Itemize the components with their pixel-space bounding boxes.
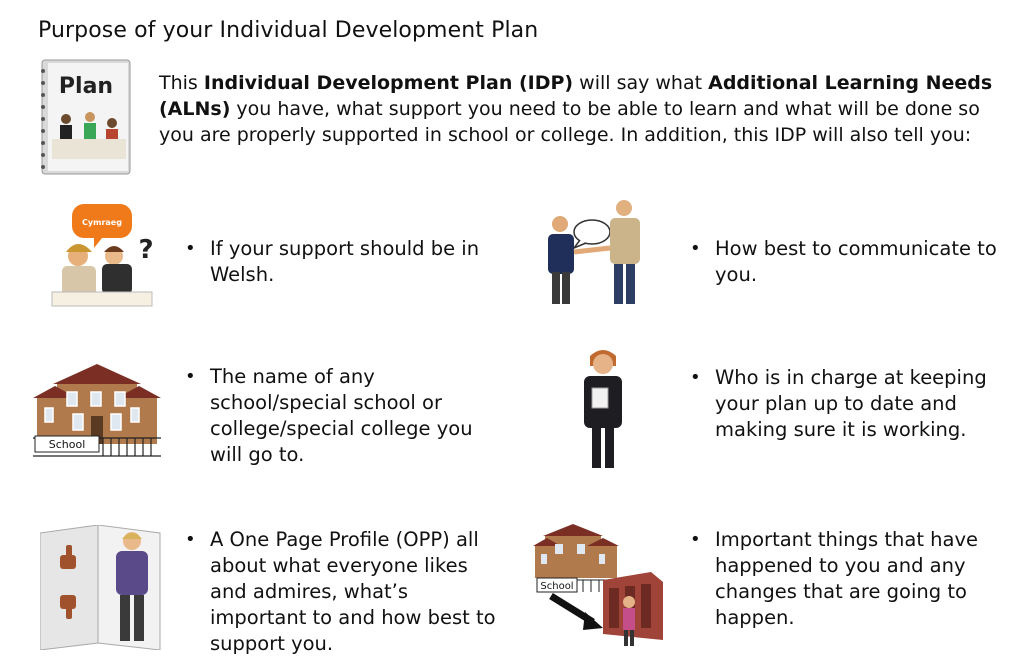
person-in-charge-icon (570, 346, 636, 471)
intro-paragraph (159, 70, 1004, 148)
plan-label: Plan (58, 74, 114, 99)
school-sign-label-2: School (540, 581, 574, 592)
bullet-marker: • (690, 367, 701, 388)
communicate-icon (540, 196, 655, 308)
life-changes-icon (533, 522, 667, 650)
intro-text-3: you have, what support you need to be able to learn and what will be done so you are properly supported in school or college. In addition, this IDP will also tell you: (159, 98, 980, 146)
bullet-marker: • (690, 238, 701, 259)
list-item-text: A One Page Profile (OPP) all about what everyone likes and admires, what’s important to and how best to support you. (210, 528, 496, 655)
one-page-profile-icon (40, 525, 162, 650)
list-item-text: How best to communicate to you. (715, 237, 997, 286)
intro-text-1: This (159, 72, 204, 94)
list-item-text: Who is in charge at keeping your plan up to date and making sure it is working. (715, 366, 987, 441)
school-building-icon (33, 358, 161, 458)
intro-bold-idp: Individual Development Plan (IDP) (203, 72, 574, 94)
bullet-marker: • (185, 529, 196, 550)
page-title: Purpose of your Individual Development Plan (38, 18, 539, 43)
svg-text:?: ? (138, 235, 154, 265)
intro-text-2: will say what (573, 72, 709, 94)
bullet-marker: • (185, 238, 196, 259)
welsh-bubble-label: Cymraeg (82, 218, 122, 227)
bullet-marker: • (690, 529, 701, 550)
welsh-language-icon (46, 200, 161, 310)
list-item-text: The name of any school/special school or college/special college you will go to. (210, 365, 473, 466)
plan-binder-icon (38, 57, 134, 177)
school-sign-label: School (48, 438, 86, 451)
bullet-marker: • (185, 366, 196, 387)
list-item-text: If your support should be in Welsh. (210, 237, 480, 286)
list-item-text: Important things that have happened to you and any changes that are going to happen. (715, 528, 979, 629)
intro-bold-aln: Additional Learning Needs (ALNs) (159, 72, 993, 120)
